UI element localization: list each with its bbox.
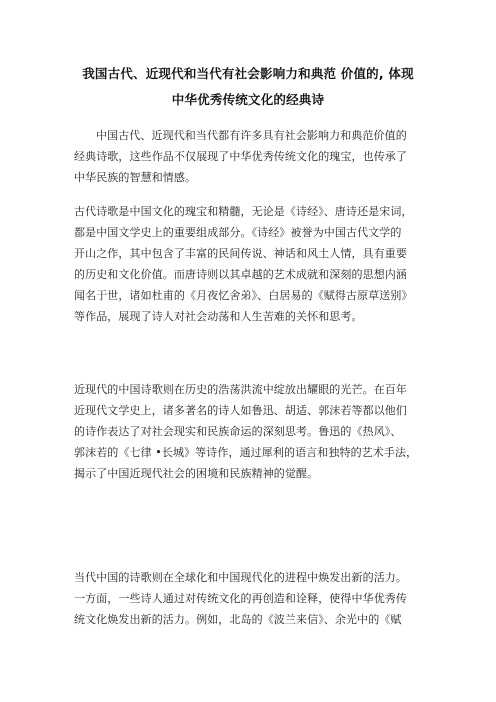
title-line: 中华优秀传统文化的经典诗 [171, 92, 325, 107]
paragraph-modern-poetry [74, 379, 424, 484]
paragraph-contemporary-poetry [74, 567, 424, 630]
text-line: 都是中国文学史上的重要组成部分。《诗经》被誉为中国古代文学的 [74, 226, 402, 239]
paragraph-intro [74, 125, 424, 188]
title-line: 我国古代、近现代和当代有社会影响力和典范 价值的, 体现 [82, 66, 414, 81]
text-line: 统文化焕发出新的活力。例如，北岛的《波兰来信》、余光中的《赋 [74, 613, 402, 626]
text-line: 近现代的中国诗歌则在历史的浩荡洪流中绽放出耀眼的光芒。在百年 [74, 383, 407, 396]
text-line: 郭沫若的《七律 •长城》等诗作，通过犀利的语言和独特的艺术手法， [74, 446, 418, 459]
text-line: 中华民族的智慧和情感。 [74, 171, 197, 184]
text-line: 揭示了中国近现代社会的困境和民族精神的觉醒。 [74, 467, 319, 480]
page-title [60, 61, 436, 113]
text-line: 古代诗歌是中国文化的瑰宝和精髓，无论是《诗经》、唐诗还是宋词， [74, 205, 413, 218]
text-line: 经典诗歌，这些作品不仅展现了中华优秀传统文化的瑰宝，也传承了 [74, 150, 407, 163]
text-line: 等作品，展现了诗人对社会动荡和人生苦难的关怀和思考。 [74, 310, 363, 323]
text-line: 中国古代、近现代和当代都有许多具有社会影响力和典范价值的 [96, 129, 407, 142]
text-line: 开山之作，其中包含了丰富的民间传说、神话和风土人情，具有重要 [74, 247, 407, 260]
text-line: 的诗作表达了对社会现实和民族命运的深刻思考。鲁迅的《热风》、 [74, 425, 402, 438]
text-line: 一方面，一些诗人通过对传统文化的再创造和诠释，使得中华优秀传 [74, 592, 407, 605]
text-line: 闻名于世，诸如杜甫的《月夜忆舍弟》、白居易的《赋得古原草送别》 [74, 289, 413, 302]
text-line: 近现代文学史上，诸多著名的诗人如鲁迅、胡适、郭沫若等都以他们 [74, 404, 407, 417]
paragraph-ancient-poetry [74, 201, 424, 327]
text-line: 当代中国的诗歌则在全球化和中国现代化的进程中焕发出新的活力。 [74, 571, 407, 584]
text-line: 的历史和文化价值。而唐诗则以其卓越的艺术成就和深刻的思想内涵 [74, 268, 407, 281]
